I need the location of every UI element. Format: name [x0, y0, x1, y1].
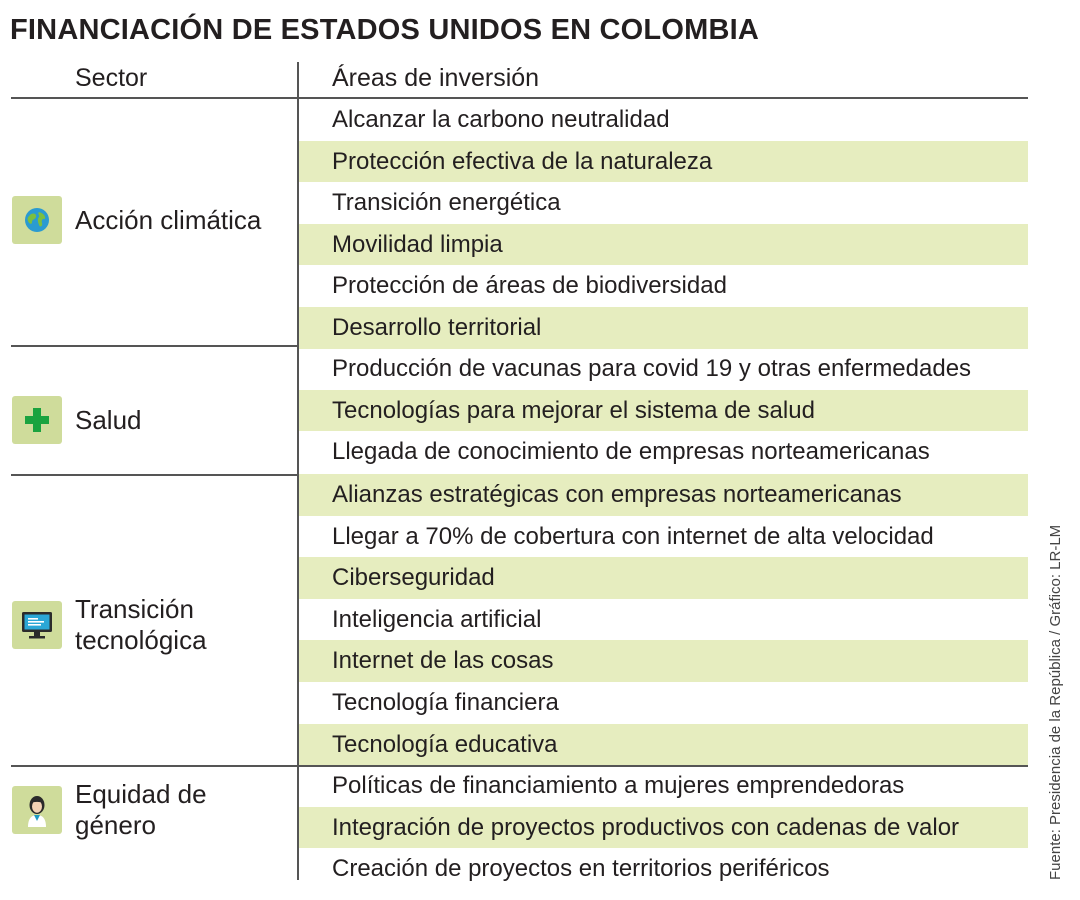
area-row: Llegar a 70% de cobertura con internet de alta velocidad	[332, 522, 934, 550]
area-row: Tecnologías para mejorar el sistema de salud	[299, 390, 1028, 432]
area-row: Alianzas estratégicas con empresas norteamericanas	[299, 474, 1028, 516]
area-row: Desarrollo territorial	[299, 307, 1028, 349]
sector-label: Acción climática	[75, 204, 262, 235]
area-row: Políticas de financiamiento a mujeres emprendedoras	[332, 772, 905, 799]
area-row: Protección de áreas de biodiversidad	[332, 272, 727, 300]
area-row: Inteligencia artificial	[332, 605, 542, 633]
sector-transicion-tecnologica	[12, 590, 285, 660]
area-row: Tecnología educativa	[299, 724, 1028, 766]
medical-cross-icon	[12, 396, 62, 444]
area-row: Ciberseguridad	[299, 557, 1028, 599]
column-header-areas: Áreas de inversión	[332, 64, 540, 92]
page-title: FINANCIACIÓN DE ESTADOS UNIDOS EN COLOMBIA	[10, 14, 759, 46]
area-row: Transición energética	[332, 189, 561, 217]
sector-equidad-de-genero	[12, 775, 285, 845]
woman-icon	[12, 786, 62, 834]
area-row: Alcanzar la carbono neutralidad	[332, 106, 670, 133]
area-row: Tecnología financiera	[332, 689, 559, 716]
area-row: Protección efectiva de la naturaleza	[299, 141, 1028, 183]
sector-label: Transición tecnológica	[75, 594, 207, 655]
area-row: Producción de vacunas para covid 19 y otras enfermedades	[332, 355, 972, 382]
sector-salud	[12, 385, 285, 455]
sector-label: Salud	[75, 404, 142, 435]
area-row: Llegada de conocimiento de empresas norteamericanas	[332, 438, 930, 466]
globe-icon	[12, 196, 62, 244]
source-credit: Fuente: Presidencia de la República / Gráfico: LR-LM	[1047, 524, 1064, 880]
area-row: Movilidad limpia	[299, 224, 1028, 266]
area-row: Creación de proyectos en territorios periféricos	[332, 855, 830, 883]
column-header-sector: Sector	[75, 64, 148, 92]
sector-accion-climatica	[12, 185, 285, 255]
sector-label: Equidad de género	[75, 779, 207, 840]
area-row: Internet de las cosas	[299, 640, 1028, 682]
area-row: Integración de proyectos productivos con cadenas de valor	[299, 807, 1028, 849]
computer-monitor-icon	[12, 601, 62, 649]
